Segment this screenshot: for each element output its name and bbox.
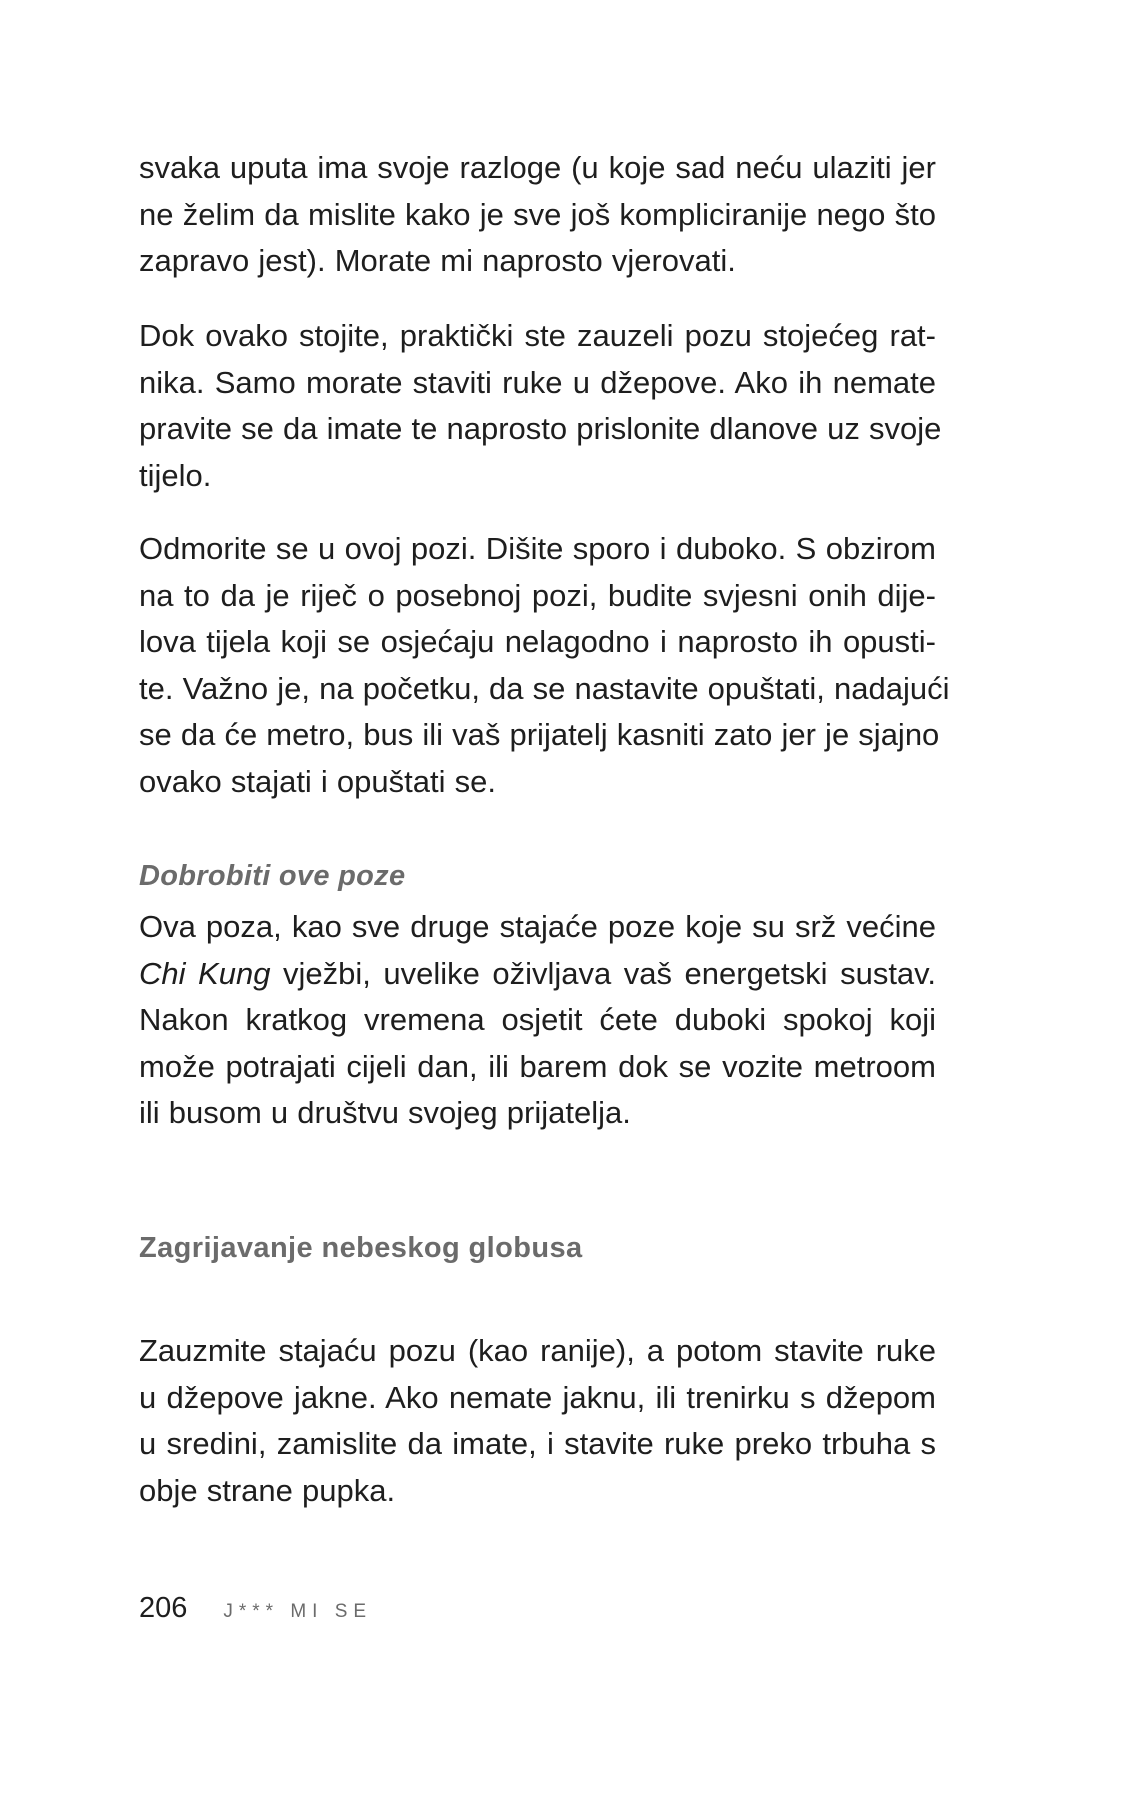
text-line: Dok ovako stojite, praktički ste zauzeli pozu stojećeg rat- [139,318,936,353]
text-line: Ova poza, kao sve druge stajaće poze koje su srž većine [139,909,936,944]
text-line: ili busom u društvu svojeg prijatelja. [139,1095,631,1130]
text-line: ovako stajati i opuštati se. [139,763,496,799]
text-line: Odmorite se u ovoj pozi. Dišite sporo i duboko. S obzirom [139,531,936,566]
text-line: u džepove jakne. Ako nemate jaknu, ili trenirku s džepom [139,1379,936,1415]
page-footer [139,1592,372,1625]
section-heading: Zagrijavanje nebeskog globusa [139,1232,583,1264]
text-line: te. Važno je, na početku, da se nastavite opuštati, nadajući [139,670,950,706]
text-line: zapravo jest). Morate mi naprosto vjerovati. [139,243,736,278]
text-line: svaka uputa ima svoje razloge (u koje sad neću ulaziti jer [139,150,936,185]
paragraph-5 [139,1328,936,1514]
text-line: se da će metro, bus ili vaš prijatelj kasniti zato jer je sjajno [139,717,940,752]
text-line-with-term [139,951,936,998]
paragraph-1 [139,145,936,285]
text-line: može potrajati cijeli dan, ili barem dok se vozite metroom [139,1048,936,1084]
text-line: ne želim da mislite kako je sve još kompliciranije nego što [139,196,936,232]
text-line: u sredini, zamislite da imate, i stavite ruke preko trbuha s [139,1426,936,1461]
text-line: Zauzmite stajaću pozu (kao ranije), a potom stavite ruke [139,1333,936,1368]
text-line: Nakon kratkog vremena osjetit ćete duboki spokoj koji [139,1002,936,1037]
text-line: na to da je riječ o posebnoj pozi, budite svjesni onih dije- [139,577,936,613]
text-line: pravite se da imate te naprosto prislonite dlanove uz svoje [139,411,942,446]
text-line: lova tijela koji se osjećaju nelagodno i naprosto ih opusti- [139,624,936,659]
paragraph-3 [139,526,950,805]
text-line: nika. Samo morate staviti ruke u džepove. Ako ih nemate [139,364,936,400]
text-fragment: vježbi, uvelike oživljava vaš energetski sustav. [270,955,936,991]
paragraph-4 [139,904,936,1137]
subheading: Dobrobiti ove poze [139,860,406,892]
text-line: obje strane pupka. [139,1472,396,1508]
page-number: 206 [139,1592,188,1624]
text-line: tijelo. [139,457,212,493]
running-head: J*** MI SE [223,1601,373,1622]
term-chi-kung: Chi Kung [139,955,271,991]
paragraph-2 [139,313,942,499]
